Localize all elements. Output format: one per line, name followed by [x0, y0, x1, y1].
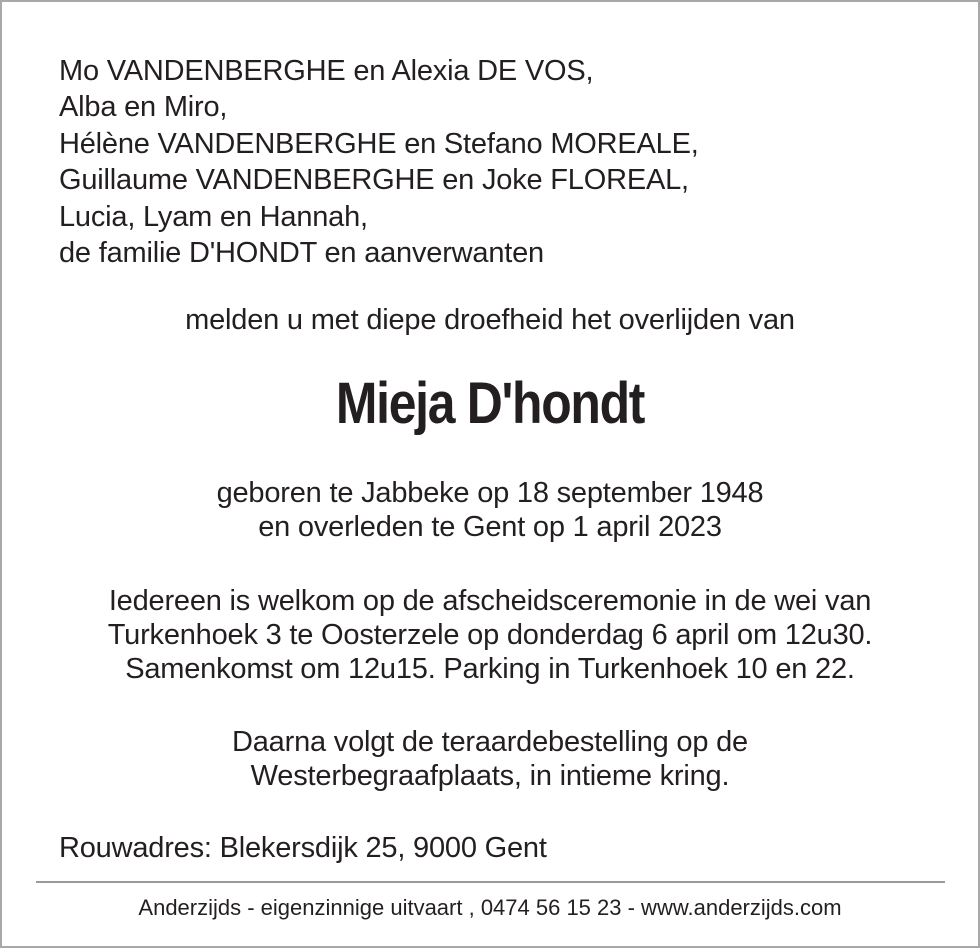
deceased-name: Mieja D'hondt — [335, 371, 645, 436]
family-line: Alba en Miro, — [59, 91, 228, 124]
family-line: Guillaume VANDENBERGHE en Joke FLOREAL, — [59, 164, 689, 197]
footer-divider — [36, 881, 945, 883]
family-line: Hélène VANDENBERGHE en Stefano MOREALE, — [59, 127, 699, 160]
burial-line: Daarna volgt de teraardebestelling op de — [232, 726, 748, 758]
funeral-home-footer: Anderzijds - eigenzinnige uitvaart , 0474 56 15 23 - www.anderzijds.com — [138, 895, 842, 920]
announcement-text: melden u met diepe droefheid het overlijden van — [185, 304, 795, 336]
ceremony-line: Iedereen is welkom op de afscheidsceremonie in de wei van — [108, 585, 872, 617]
ceremony-line: Turkenhoek 3 te Oosterzele op donderdag 6 april om 12u30. — [107, 619, 873, 651]
family-line: Lucia, Lyam en Hannah, — [59, 200, 368, 233]
family-line: Mo VANDENBERGHE en Alexia DE VOS, — [59, 55, 594, 87]
ceremony-info — [0, 584, 980, 686]
family-list — [59, 53, 699, 271]
mourning-address: Rouwadres: Blekersdijk 25, 9000 Gent — [59, 832, 547, 864]
family-line: de familie D'HONDT en aanverwanten — [59, 237, 544, 270]
ceremony-line: Samenkomst om 12u15. Parking in Turkenhoek 10 en 22. — [125, 653, 855, 685]
birth-line: geboren te Jabbeke op 18 september 1948 — [216, 477, 764, 509]
burial-info — [0, 725, 980, 793]
burial-line: Westerbegraafplaats, in intieme kring. — [250, 760, 730, 792]
death-line: en overleden te Gent op 1 april 2023 — [258, 511, 722, 543]
life-dates — [0, 476, 980, 544]
